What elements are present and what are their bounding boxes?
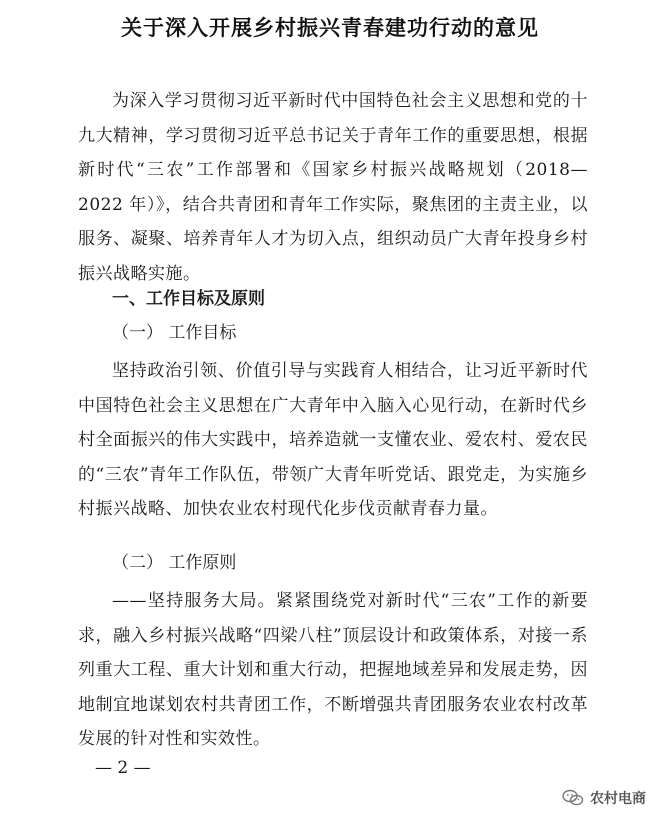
subsection-heading-goals: （一） 工作目标 xyxy=(112,323,237,343)
document-title: 关于深入开展乡村振兴青春建功行动的意见 xyxy=(121,15,539,40)
section-heading-goals-principles: 一、工作目标及原则 xyxy=(112,289,265,309)
subsection-heading-principles: （二） 工作原则 xyxy=(112,553,237,573)
principle-paragraph: ——坚持服务大局。紧紧围绕党对新时代“三农”工作的新要求，融入乡村振兴战略“四梁八柱”顶层设计和政策体系，对接一系列重大工程、重大计划和重大行动，把握地域差异和发展走势，因地制宜地谋划农村共青团工作，不断增强共青团服务农业农村改革发展的针对性和实效性。 xyxy=(78,591,588,749)
watermark-label: 农村电商 xyxy=(590,791,646,807)
wechat-icon xyxy=(562,789,584,807)
watermark xyxy=(562,788,646,808)
goal-paragraph: 坚持政治引领、价值引导与实践育人相结合，让习近平新时代中国特色社会主义思想在广大青年中入脑入心见行动，在新时代乡村全面振兴的伟大实践中，培养造就一支懂农业、爱农村、爱农民的“三农”青年工作队伍，带领广大青年听党话、跟党走，为实施乡村振兴战略、加快农业农村现代化步伐贡献青春力量。 xyxy=(78,361,588,519)
intro-paragraph: 为深入学习贯彻习近平新时代中国特色社会主义思想和党的十九大精神，学习贯彻习近平总书记关于青年工作的重要思想，根据新时代“三农”工作部署和《国家乡村振兴战略规划（2018—2022 年）》，结合共青团和青年工作实际，聚焦团的主责主业，以服务、凝聚、培养青年人才为切入点，组织动员广大青年投身乡村振兴战略实施。 xyxy=(78,91,588,284)
page-number: — 2 — xyxy=(95,758,151,778)
